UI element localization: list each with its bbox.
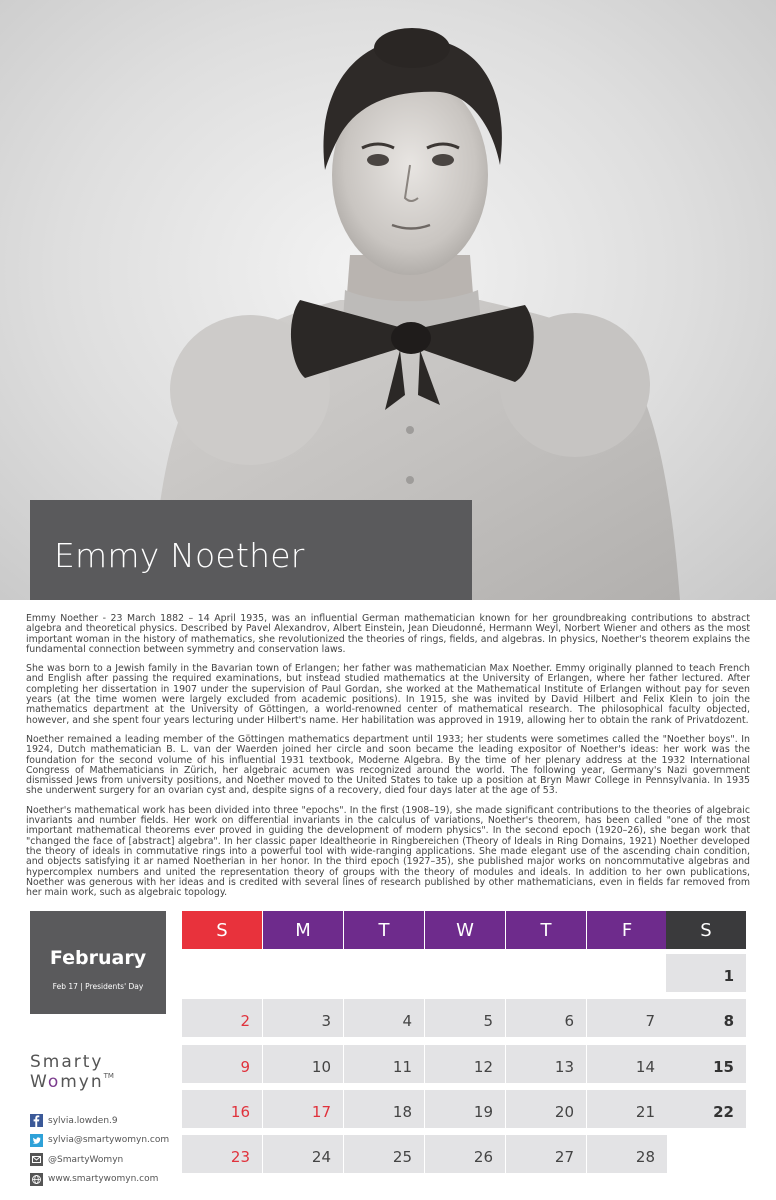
calendar-day-18[interactable] bbox=[344, 1090, 424, 1128]
day-number: 17 bbox=[311, 1103, 331, 1121]
biography bbox=[26, 614, 750, 907]
day-number: 25 bbox=[392, 1148, 412, 1166]
day-number: 23 bbox=[230, 1148, 250, 1166]
day-number: 15 bbox=[713, 1058, 734, 1076]
calendar-day-27[interactable] bbox=[506, 1135, 586, 1173]
day-number: 6 bbox=[564, 1012, 574, 1030]
holiday-note: Feb 17 | Presidents' Day bbox=[52, 982, 144, 991]
calendar-day-26[interactable] bbox=[425, 1135, 505, 1173]
contact-website[interactable] bbox=[30, 1170, 180, 1190]
logo-o: o bbox=[47, 1072, 61, 1092]
weekday-header: M bbox=[263, 911, 343, 949]
calendar-day-6[interactable] bbox=[506, 999, 586, 1037]
calendar-day-24[interactable] bbox=[263, 1135, 343, 1173]
logo-line-2 bbox=[30, 1072, 114, 1092]
day-number: 19 bbox=[473, 1103, 493, 1121]
day-number: 24 bbox=[311, 1148, 331, 1166]
calendar-day-22[interactable] bbox=[666, 1090, 746, 1128]
logo-w: W bbox=[30, 1072, 48, 1092]
month-panel bbox=[30, 911, 166, 1014]
calendar-day-17[interactable] bbox=[263, 1090, 343, 1128]
bio-paragraph: Emmy Noether - 23 March 1882 – 14 April 1935, was an influential German mathematician known for her groundbreaking contributions to abstract algebra and theoretical physics. Described by Pavel Alexandrov, Albert Einstein, Jean Dieudonné, Hermann Weyl, Norbert Wiener and others as the most important woman in the history of mathematics, she revolutionized the theories of rings, fields, and algebras. In physics, Noether's theorem explains the fundamental connection between symmetry and conservation laws. bbox=[26, 613, 750, 655]
calendar-day-21[interactable] bbox=[587, 1090, 667, 1128]
calendar-day-9[interactable] bbox=[182, 1045, 262, 1083]
day-number: 9 bbox=[240, 1058, 250, 1076]
contact-handle[interactable] bbox=[30, 1150, 180, 1170]
calendar-day-19[interactable] bbox=[425, 1090, 505, 1128]
logo-line-1: Smarty bbox=[30, 1052, 104, 1072]
calendar-day-25[interactable] bbox=[344, 1135, 424, 1173]
contact-text: sylvia.lowden.9 bbox=[48, 1115, 118, 1126]
calendar-day-11[interactable] bbox=[344, 1045, 424, 1083]
globe-icon bbox=[30, 1173, 43, 1186]
weekday-header: S bbox=[182, 911, 262, 949]
day-number: 27 bbox=[554, 1148, 574, 1166]
calendar-day-15[interactable] bbox=[666, 1045, 746, 1083]
weekday-header: T bbox=[506, 911, 586, 949]
day-number: 8 bbox=[723, 1012, 734, 1030]
calendar-day-3[interactable] bbox=[263, 999, 343, 1037]
bio-paragraph: Noether remained a leading member of the Göttingen mathematics department until 1933; her students were sometimes called the "Noether boys". In 1924, Dutch mathematician B. L. van der Waerden joined her circle and soon became the leading expositor of Noether's ideas: her work was the foundation for the second volume of his influential 1931 textbook, Moderne Algebra. By the time of her plenary address at the 1932 International Congress of Mathematicians in Zürich, her algebraic acumen was recognized around the world. The following year, Germany's Nazi government dismissed Jews from university positions, and Noether moved to the United States to take up a position at Bryn Mawr College in Pennsylvania. In 1935 she underwent surgery for an ovarian cyst and, despite signs of a recovery, died four days later at the age of 53. bbox=[26, 733, 750, 797]
weekday-header: W bbox=[425, 911, 505, 949]
calendar-day-1[interactable] bbox=[666, 954, 746, 992]
contact-facebook[interactable] bbox=[30, 1111, 180, 1131]
calendar-day-4[interactable] bbox=[344, 999, 424, 1037]
day-number: 12 bbox=[473, 1058, 493, 1076]
calendar-day-12[interactable] bbox=[425, 1045, 505, 1083]
calendar-day-5[interactable] bbox=[425, 999, 505, 1037]
calendar-day-2[interactable] bbox=[182, 999, 262, 1037]
day-number: 26 bbox=[473, 1148, 493, 1166]
calendar-day-13[interactable] bbox=[506, 1045, 586, 1083]
mail-icon bbox=[30, 1153, 43, 1166]
facebook-icon bbox=[30, 1114, 43, 1127]
day-number: 28 bbox=[635, 1148, 655, 1166]
day-number: 11 bbox=[392, 1058, 412, 1076]
logo-tm: TM bbox=[103, 1072, 114, 1080]
day-number: 18 bbox=[392, 1103, 412, 1121]
contact-text: @SmartyWomyn bbox=[48, 1154, 124, 1165]
day-number: 21 bbox=[635, 1103, 655, 1121]
logo-myn: myn bbox=[60, 1072, 104, 1092]
weekday-header: F bbox=[587, 911, 667, 949]
weekday-header: T bbox=[344, 911, 424, 949]
day-number: 14 bbox=[635, 1058, 655, 1076]
day-number: 1 bbox=[723, 967, 734, 985]
day-number: 3 bbox=[321, 1012, 331, 1030]
bio-paragraph: Noether's mathematical work has been divided into three "epochs". In the first (1908–19), she made significant contributions to the theories of algebraic invariants and number fields. Her work on differential invariants in the calculus of variations, Noether's theorem, has been called "one of the most important mathematical theorems ever proved in guiding the development of modern physics". In the second epoch (1920–26), she began work that "changed the face of [abstract] algebra". In her classic paper Idealtheorie in Ringbereichen (Theory of Ideals in Ring Domains, 1921) Noether developed the theory of ideals in commutative rings into a powerful tool with wide-ranging applications. She made elegant use of the ascending chain condition, and objects satisfying it ar named Noetherian in her honor. In the third epoch (1927–35), she published major works on noncommutative algebras and hypercomplex numbers and united the representation theory of groups with the theory of modules and ideals. In addition to her own publications, Noether was generous with her ideas and is credited with several lines of research published by other mathematicians, even in fields far removed from her main work, such as algebraic topology. bbox=[26, 804, 750, 899]
day-number: 22 bbox=[713, 1103, 734, 1121]
contact-text: www.smartywomyn.com bbox=[48, 1174, 159, 1185]
bio-paragraph: She was born to a Jewish family in the Bavarian town of Erlangen; her father was mathematician Max Noether. Emmy originally planned to teach French and English after passing the required examinations, but instead studied mathematics at the University of Erlangen, where her father lectured. After completing her dissertation in 1907 under the supervision of Paul Gordan, she worked at the Mathematical Institute of Erlangen without pay for seven years (at the time women were largely excluded from academic positions). In 1915, she was invited by David Hilbert and Felix Klein to join the mathematics department at the University of Göttingen, a world-renowned center of mathematical research. The philosophical faculty objected, however, and she spent four years lecturing under Hilbert's name. Her habilitation was approved in 1919, allowing her to obtain the rank of Privatdozent. bbox=[26, 663, 750, 726]
contact-email[interactable] bbox=[30, 1131, 180, 1151]
day-number: 10 bbox=[311, 1058, 331, 1076]
calendar-day-23[interactable] bbox=[182, 1135, 262, 1173]
day-number: 5 bbox=[483, 1012, 493, 1030]
calendar-day-28[interactable] bbox=[587, 1135, 667, 1173]
month-title: February bbox=[49, 947, 147, 969]
day-number: 2 bbox=[240, 1012, 250, 1030]
calendar-day-20[interactable] bbox=[506, 1090, 586, 1128]
name-banner bbox=[30, 500, 472, 600]
twitter-icon bbox=[30, 1134, 43, 1147]
contact-list bbox=[30, 1111, 180, 1189]
contact-text: sylvia@smartywomyn.com bbox=[48, 1135, 170, 1146]
day-number: 4 bbox=[402, 1012, 412, 1030]
calendar-day-8[interactable] bbox=[666, 999, 746, 1037]
day-number: 20 bbox=[554, 1103, 574, 1121]
weekday-header: S bbox=[666, 911, 746, 949]
day-number: 16 bbox=[230, 1103, 250, 1121]
day-number: 7 bbox=[645, 1012, 655, 1030]
calendar-day-14[interactable] bbox=[587, 1045, 667, 1083]
calendar-day-7[interactable] bbox=[587, 999, 667, 1037]
calendar-day-10[interactable] bbox=[263, 1045, 343, 1083]
calendar-day-16[interactable] bbox=[182, 1090, 262, 1128]
person-name: Emmy Noether bbox=[54, 536, 305, 575]
day-number: 13 bbox=[554, 1058, 574, 1076]
smarty-womyn-logo bbox=[30, 1052, 166, 1092]
